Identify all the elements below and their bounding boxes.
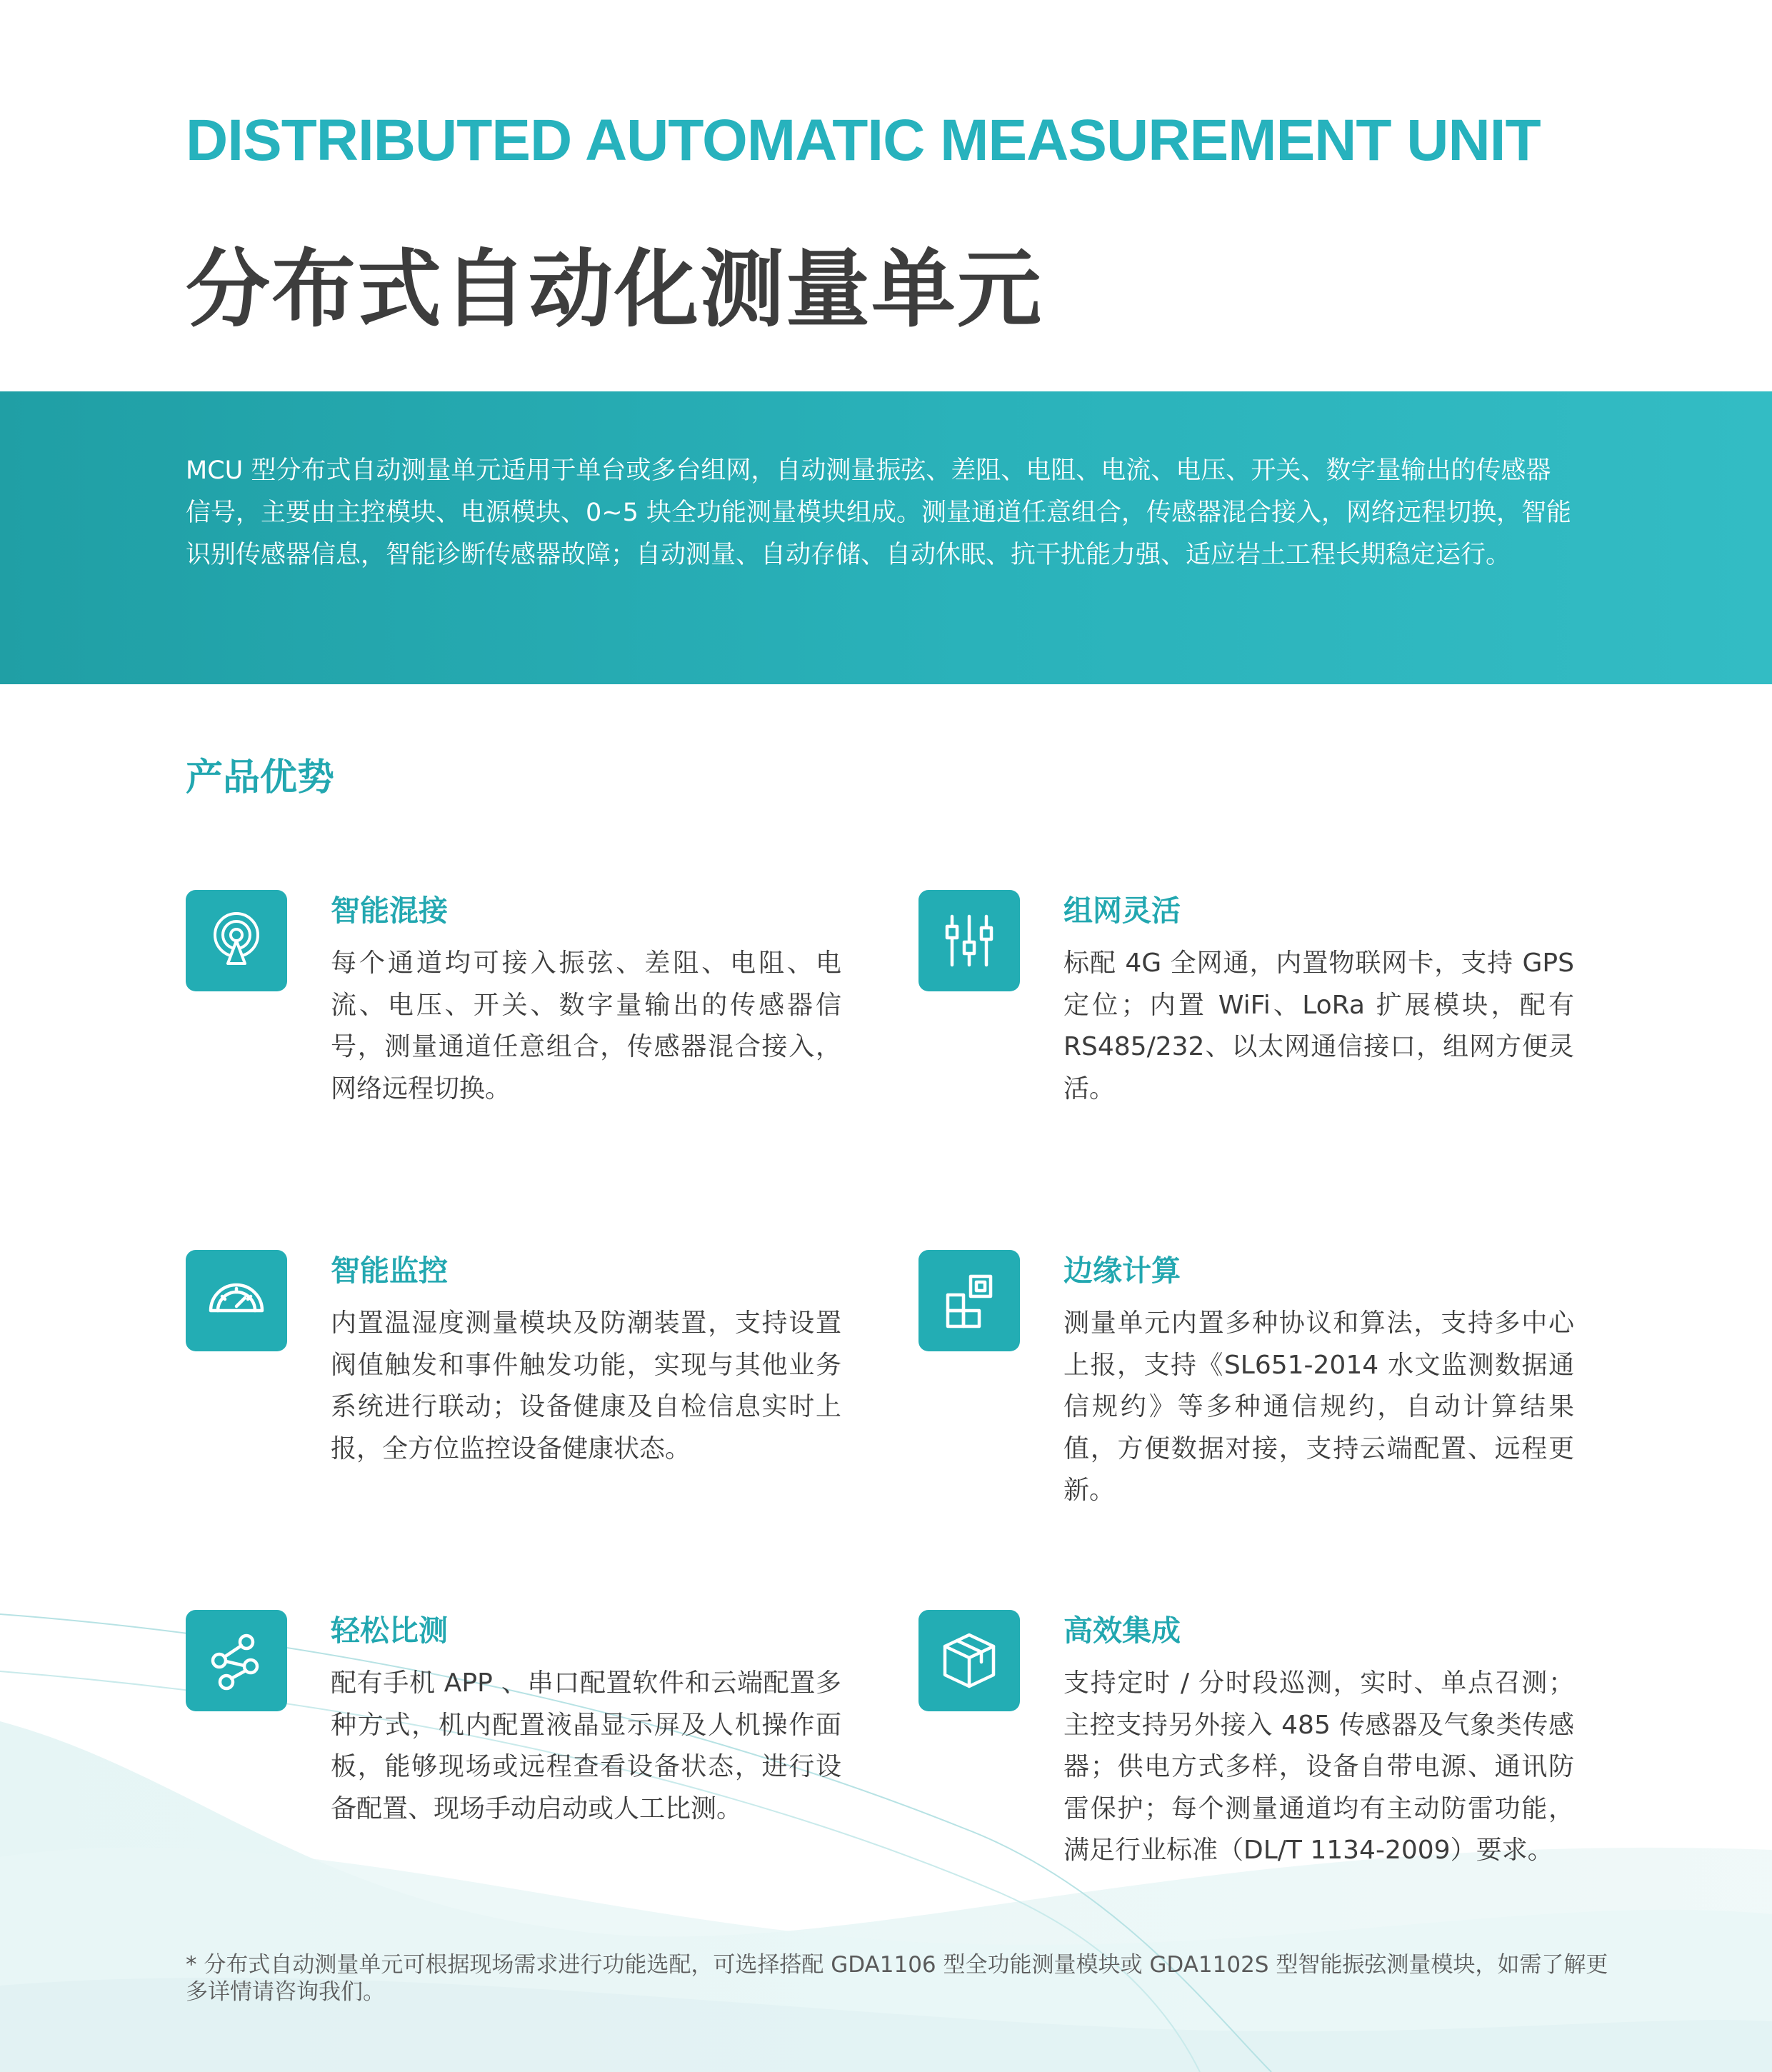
feature-description: 标配 4G 全网通，内置物联网卡，支持 GPS 定位；内置 WiFi、LoRa 扩展模块，配有 RS485/232、以太网通信接口，组网方便灵活。 [1063,949,1574,1103]
feature-icon-box [918,1250,1020,1351]
feature-description: 每个通道均可接入振弦、差阻、电阻、电流、电压、开关、数字量输出的传感器信号，测量通道任意组合，传感器混合接入，网络远程切换。 [331,949,841,1103]
footnote: * 分布式自动测量单元可根据现场需求进行功能选配，可选择搭配 GDA1106 型全功能测量模块或 GDA1102S 型智能振弦测量模块，如需了解更多详情请咨询我们。 [186,1952,1608,2005]
feature-title: 轻松比测 [331,1613,448,1648]
blocks-icon [939,1271,999,1331]
feature-icon-box [918,890,1020,991]
feature-icon-box [186,1610,287,1711]
feature-title: 边缘计算 [1063,1253,1181,1288]
feature-description: 内置温湿度测量模块及防潮装置，支持设置阀值触发和事件触发功能，实现与其他业务系统进行联动；设备健康及自检信息实时上报，全方位监控设备健康状态。 [331,1308,841,1463]
feature-title: 智能监控 [331,1253,448,1288]
feature-description: 测量单元内置多种协议和算法，支持多中心上报，支持《SL651-2014 水文监测数据通信规约》等多种通信规约，自动计算结果值，方便数据对接，支持云端配置、远程更新。 [1063,1308,1574,1505]
gauge-icon [206,1271,266,1331]
feature-title: 高效集成 [1063,1613,1181,1648]
connection-nodes-icon [206,1631,266,1691]
feature-icon-box [186,890,287,991]
antenna-signal-icon [206,911,266,971]
feature-title: 智能混接 [331,894,448,928]
package-box-icon [939,1631,999,1691]
chinese-title: 分布式自动化测量单元 [186,240,1043,339]
intro-banner [0,391,1772,684]
feature-icon-box [186,1250,287,1351]
feature-description: 配有手机 APP 、串口配置软件和云端配置多种方式，机内配置液晶显示屏及人机操作面板，能够现场或远程查看设备状态，进行设备配置、现场手动启动或人工比测。 [331,1668,841,1823]
feature-description: 支持定时 / 分时段巡测，实时、单点召测；主控支持另外接入 485 传感器及气象类传感器；供电方式多样，设备自带电源、通讯防雷保护；每个测量通道均有主动防雷功能，满足行业标准（DL/T 1134-2009）要求。 [1063,1668,1574,1865]
intro-text: MCU 型分布式自动测量单元适用于单台或多台组网，自动测量振弦、差阻、电阻、电流、电压、开关、数字量输出的传感器信号，主要由主控模块、电源模块、0~5 块全功能测量模块组成。测量通道任意组合，传感器混合接入，网络远程切换，智能识别传感器信息，智能诊断传感器故障；自动测量、自动存储、自动休眠、抗干扰能力强、适应岩土工程长期稳定运行。 [186,456,1571,569]
feature-title: 组网灵活 [1063,894,1181,928]
english-title: DISTRIBUTED AUTOMATIC MEASUREMENT UNIT [186,108,1541,173]
advantages-heading: 产品优势 [186,756,335,799]
feature-icon-box [918,1610,1020,1711]
sliders-icon [939,911,999,971]
